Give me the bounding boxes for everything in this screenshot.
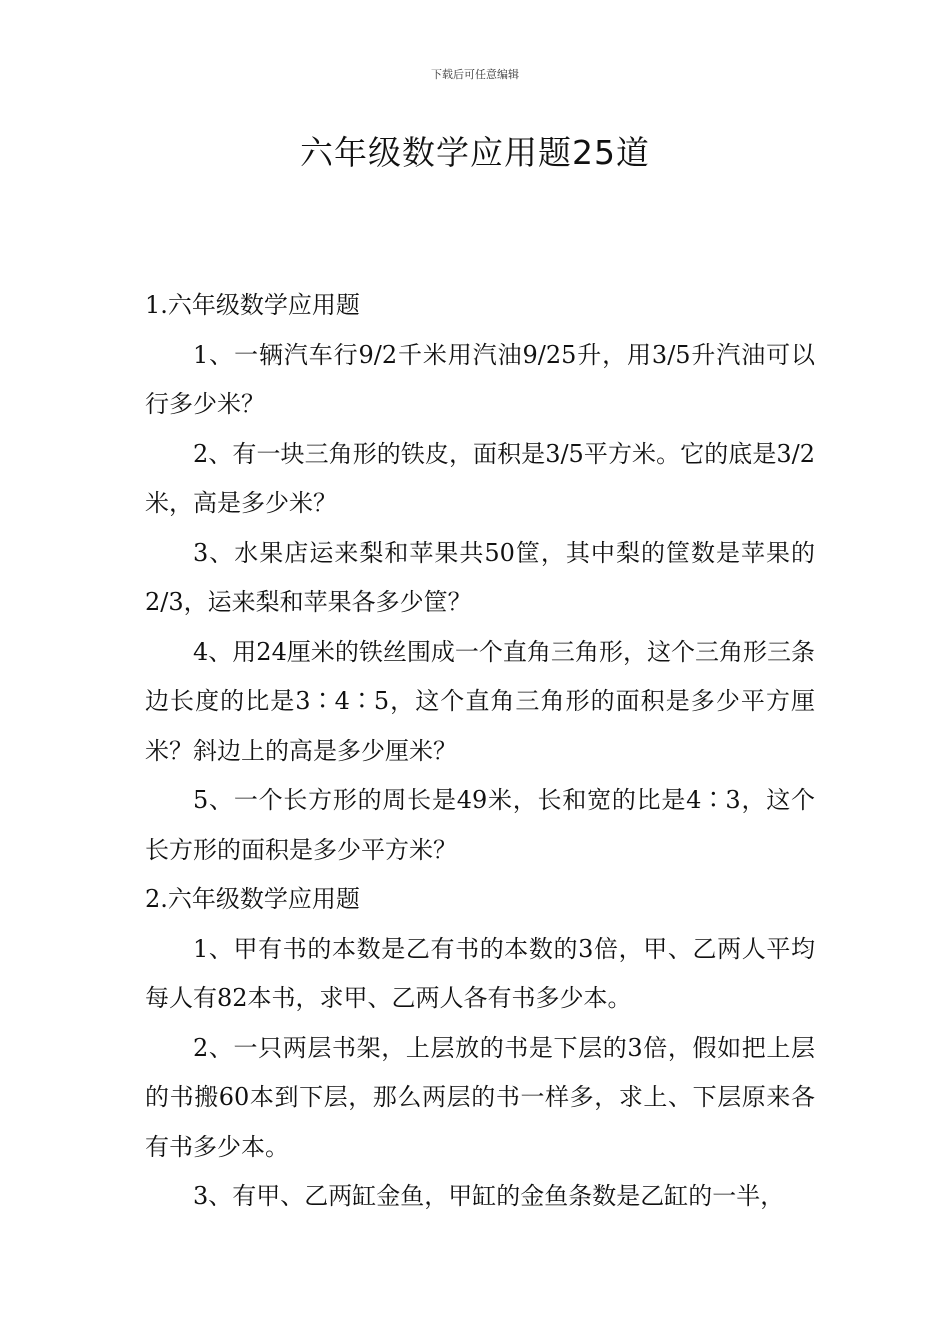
- question-text: 甲有书的本数是乙有书的本数的3倍，甲、乙两人平均每人有82本书，求甲、乙两人各有书多少本。: [145, 934, 815, 1012]
- question-text: 一个长方形的周长是49米，长和宽的比是4∶3，这个长方形的面积是多少平方米？: [145, 786, 815, 864]
- question-text: 有甲、乙两缸金鱼，甲缸的金鱼条数是乙缸的一半，: [232, 1182, 785, 1210]
- question-number: 1、: [193, 340, 235, 369]
- question-1-2: [145, 430, 815, 529]
- question-1-4: [145, 628, 815, 777]
- question-2-3: [145, 1172, 815, 1222]
- question-number: 3、: [193, 1182, 233, 1210]
- question-1-5: [145, 776, 815, 875]
- question-text: 用24厘米的铁丝围成一个直角三角形，这个三角形三条边长度的比是3∶4∶5，这个直角三角形的面积是多少平方厘米？斜边上的高是多少厘米？: [145, 637, 815, 765]
- section-heading-1: 1.六年级数学应用题: [145, 291, 360, 319]
- question-2-1: [145, 925, 815, 1024]
- question-number: 2、: [193, 1033, 234, 1062]
- question-2-2: [145, 1024, 815, 1173]
- question-1-1: [145, 331, 815, 430]
- question-number: 2、: [193, 439, 233, 468]
- question-text: 水果店运来梨和苹果共50筐，其中梨的筐数是苹果的2/3，运来梨和苹果各多少筐？: [145, 538, 815, 616]
- question-1-3: [145, 529, 815, 628]
- question-number: 5、: [193, 786, 234, 814]
- document-title: 六年级数学应用题25道: [300, 133, 650, 172]
- page-header-note: 下载后可任意编辑: [431, 68, 519, 81]
- section-heading-2: 2.六年级数学应用题: [145, 885, 360, 913]
- question-text: 有一块三角形的铁皮，面积是3/5平方米。它的底是3/2米，高是多少米？: [145, 439, 816, 517]
- document-body: [145, 281, 815, 1222]
- question-number: 4、: [193, 637, 233, 666]
- question-text: 一只两层书架，上层放的书是下层的3倍，假如把上层的书搬60本到下层，那么两层的书一样多，求上、下层原来各有书多少本。: [145, 1033, 815, 1161]
- question-text: 一辆汽车行9/2千米用汽油9/25升，用3/5升汽油可以行多少米？: [145, 340, 815, 418]
- question-number: 1、: [193, 934, 234, 963]
- question-number: 3、: [193, 538, 235, 567]
